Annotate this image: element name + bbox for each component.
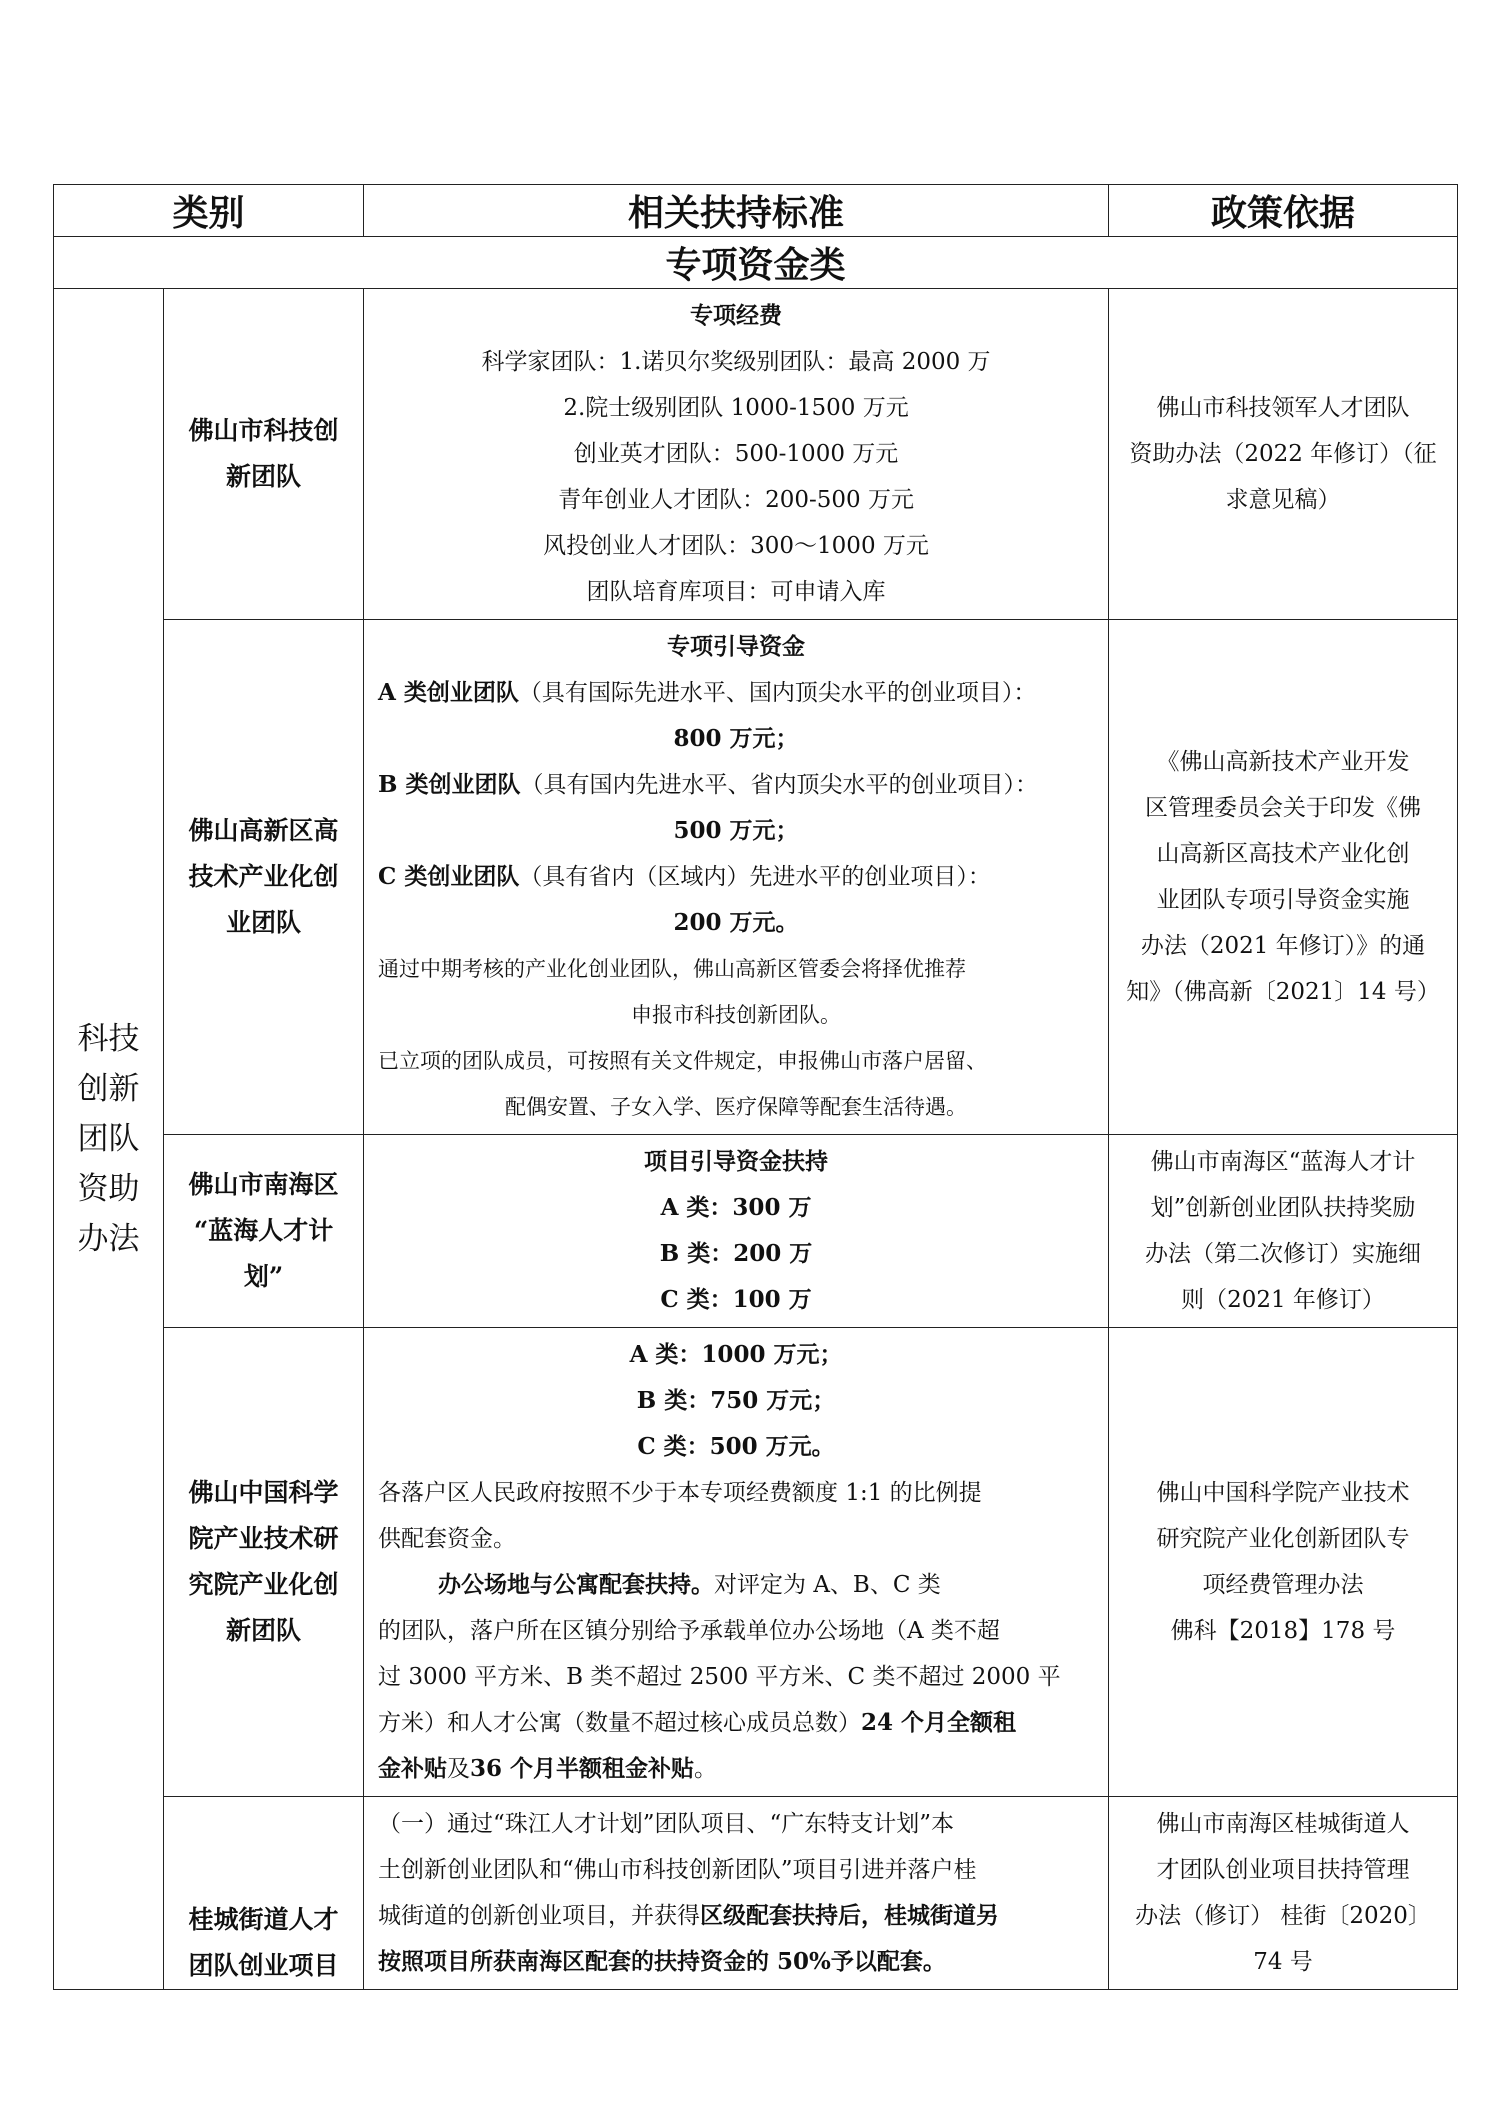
tier-b-label: B 类创业团队 [378,771,521,798]
program-name-line: 佛山市南海区 [188,1170,339,1199]
section-row [54,237,1458,289]
support-standard [364,1135,1109,1328]
basis-line: 佛山中国科学院产业技术 [1156,1480,1410,1506]
section-title: 专项资金类 [54,237,1458,289]
program-name-line: 划” [243,1262,284,1291]
office-text: 。 [694,1756,718,1782]
standard-line: C 类：100 万 [660,1286,812,1313]
basis-line: 佛山市南海区“蓝海人才计 [1150,1149,1416,1175]
support-standard [364,1797,1109,1990]
standard-title: 专项经费 [690,302,783,329]
standard-bold-text: 区级配套扶持后，桂城街道另 [700,1902,1000,1929]
standard-text: 城街道的创新创业项目，并获得 [378,1903,701,1929]
match-line: 供配套资金。 [378,1526,517,1552]
office-line: 过 3000 平方米、B 类不超过 2500 平方米、C 类不超过 2000 平 [378,1664,1061,1690]
table-row [54,1328,1458,1797]
basis-line: 《佛山高新技术产业开发 [1156,749,1410,775]
office-text: 及 [447,1756,471,1782]
header-standard: 相关扶持标准 [364,185,1109,237]
note-line: 配偶安置、子女入学、医疗保障等配套生活待遇。 [505,1095,968,1119]
basis-line: 资助办法（2022 年修订）（征 [1129,441,1437,467]
basis-line: 项经费管理办法 [1202,1572,1364,1598]
office-support [378,1562,1094,1608]
policy-basis [1109,289,1458,620]
category-line: 资助 [77,1171,140,1207]
table-row [54,289,1458,620]
tier-c [378,854,1094,900]
amount-line: B 类：750 万元； [636,1387,836,1414]
header-category: 类别 [54,185,364,237]
policy-document [53,184,1457,1990]
note-line: 通过中期考核的产业化创业团队，佛山高新区管委会将择优推荐 [378,957,967,981]
office-line [378,1700,1094,1746]
tier-c-desc: （具有省内（区域内）先进水平的创业项目）： [519,864,991,890]
header-basis: 政策依据 [1109,185,1458,237]
standard-line: A 类：300 万 [660,1194,812,1221]
program-name-line: 佛山中国科学 [188,1478,339,1507]
basis-line: 佛科【2018】178 号 [1170,1618,1396,1644]
program-name-line: 新团队 [226,462,302,491]
standard-line [378,1893,1094,1939]
standard-line: 科学家团队：1.诺贝尔奖级别团队：最高 2000 万 [481,349,991,375]
standard-line: 按照项目所获南海区配套的扶持资金的 50%予以配套。 [378,1948,946,1975]
basis-line: 佛山市科技领军人才团队 [1156,395,1410,421]
tier-c-amount: 200 万元。 [673,909,799,936]
basis-line: 研究院产业化创新团队专 [1156,1526,1410,1552]
program-name-line: 新团队 [226,1616,302,1645]
category-line: 团队 [77,1121,140,1157]
office-text: 方米）和人才公寓（数量不超过核心成员总数） [378,1710,862,1736]
category-cell [54,289,164,1990]
policy-basis [1109,1797,1458,1990]
basis-line: 山高新区高技术产业化创 [1156,841,1410,867]
basis-line: 佛山市南海区桂城街道人 [1156,1811,1410,1837]
program-name [164,289,364,620]
basis-line: 则（2021 年修订） [1181,1287,1385,1313]
program-name [164,1797,364,1990]
tier-b [378,762,1094,808]
basis-line: 求意见稿） [1225,487,1341,513]
program-name-line: 院产业技术研 [188,1524,339,1553]
note-line: 已立项的团队成员，可按照有关文件规定，申报佛山市落户居留、 [378,1049,988,1073]
amount-line: A 类：1000 万元； [629,1341,843,1368]
office-line: 的团队，落户所在区镇分别给予承载单位办公场地（A 类不超 [378,1618,1000,1644]
tier-a-desc: （具有国际先进水平、国内顶尖水平的创业项目）： [518,680,1037,706]
category-line: 创新 [77,1071,140,1107]
basis-line: 知》（佛高新〔2021〕14 号） [1126,979,1440,1005]
program-name [164,1135,364,1328]
basis-line: 办法（修订） 桂街〔2020〕 [1135,1903,1431,1929]
table-row [54,1797,1458,1990]
program-name [164,620,364,1135]
program-name [164,1328,364,1797]
basis-line: 划”创新创业团队扶持奖励 [1150,1195,1416,1221]
basis-line: 才团队创业项目扶持管理 [1156,1857,1410,1883]
program-name-line: “蓝海人才计 [193,1216,334,1245]
standard-line: 青年创业人才团队：200-500 万元 [558,487,914,513]
basis-line: 办法（2021 年修订）》的通 [1140,933,1426,959]
category-line: 办法 [77,1221,140,1257]
tier-a-label: A 类创业团队 [378,679,519,706]
standard-line: 土创新创业团队和“佛山市科技创新团队”项目引进并落户桂 [378,1857,977,1883]
tier-b-desc: （具有国内先进水平、省内顶尖水平的创业项目）： [520,772,1038,798]
policy-table [53,184,1458,1990]
office-label: 办公场地与公寓配套扶持。 [438,1571,715,1598]
policy-basis [1109,620,1458,1135]
program-name-line: 佛山高新区高 [188,816,339,845]
standard-line: 风投创业人才团队：300～1000 万元 [543,533,929,559]
office-line [378,1746,1094,1792]
program-name-line: 团队创业项目 [188,1951,339,1980]
standard-title: 项目引导资金扶持 [644,1148,829,1175]
office-desc: 对评定为 A、B、C 类 [714,1572,941,1598]
office-bold-text: 24 个月全额租 [861,1709,1017,1736]
policy-basis [1109,1328,1458,1797]
basis-line: 区管理委员会关于印发《佛 [1145,795,1422,821]
match-line: 各落户区人民政府按照不少于本专项经费额度 1:1 的比例提 [378,1480,982,1506]
tier-a-amount: 800 万元； [673,725,799,752]
program-name-line: 技术产业化创 [188,862,339,891]
basis-line: 74 号 [1253,1949,1313,1975]
basis-line: 业团队专项引导资金实施 [1156,887,1410,913]
amount-line: C 类：500 万元。 [637,1433,835,1460]
program-name-line: 业团队 [226,908,302,937]
tier-a [378,670,1094,716]
standard-title: 专项引导资金 [667,633,806,660]
program-name-line: 究院产业化创 [188,1570,339,1599]
standard-line: B 类：200 万 [659,1240,813,1267]
table-row [54,620,1458,1135]
support-standard [364,1328,1109,1797]
basis-line: 办法（第二次修订）实施细 [1145,1241,1422,1267]
program-name-line: 佛山市科技创 [188,416,339,445]
program-name-line: 桂城街道人才 [188,1905,339,1934]
tier-c-label: C 类创业团队 [378,863,520,890]
policy-basis [1109,1135,1458,1328]
office-bold-text: 金补贴 [378,1755,448,1782]
office-bold-text: 36 个月半额租金补贴 [470,1755,695,1782]
standard-line: 2.院士级别团队 1000-1500 万元 [563,395,909,421]
header-row [54,185,1458,237]
standard-line: 创业英才团队：500-1000 万元 [573,441,899,467]
table-row [54,1135,1458,1328]
standard-line: 团队培育库项目：可申请入库 [586,579,886,605]
note-line: 申报市科技创新团队。 [631,1003,842,1027]
category-line: 科技 [77,1021,140,1057]
support-standard [364,620,1109,1135]
tier-b-amount: 500 万元； [673,817,799,844]
standard-line: （一）通过“珠江人才计划”团队项目、“广东特支计划”本 [378,1811,955,1837]
support-standard [364,289,1109,620]
